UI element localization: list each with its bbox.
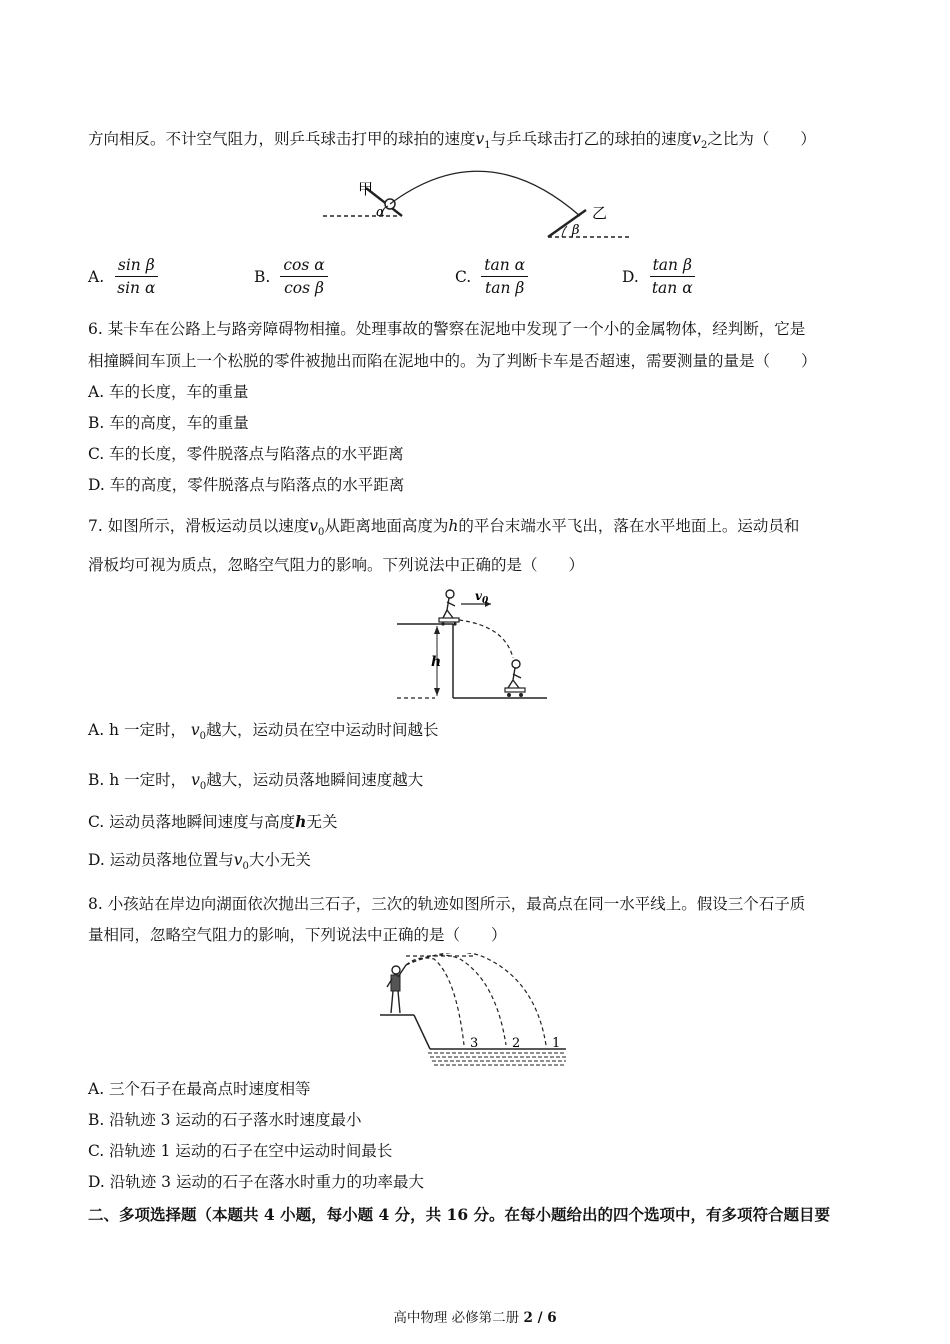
q7-option-d-text-a: D. 运动员落地位置与 <box>88 851 234 869</box>
q5-option-c-letter: C. <box>455 267 472 286</box>
q6-option-d[interactable]: D. 车的高度，零件脱落点与陷落点的水平距离 <box>88 476 405 494</box>
q5-option-b[interactable] <box>254 254 328 299</box>
q7-option-a-text-b: 越大，运动员在空中运动时间越长 <box>206 721 439 739</box>
q5-option-c-den: tan β <box>484 279 525 297</box>
q5-option-d-num: tan β <box>650 254 695 277</box>
q5-option-b-den: cos β <box>284 279 324 297</box>
footer-text: 高中物理 必修第二册 <box>393 1310 524 1326</box>
q5-option-a-num: sin β <box>115 254 158 277</box>
q5-label-alpha: α <box>376 205 385 220</box>
q7-option-b[interactable] <box>88 769 423 798</box>
q7-option-c[interactable] <box>88 811 337 833</box>
q7-option-d-text-b: 大小无关 <box>248 851 311 869</box>
q7-stem-line2: 滑板均可视为质点，忽略空气阻力的影响。下列说法中正确的是（ ） <box>88 556 585 574</box>
q5-v1-sub: 1 <box>484 140 491 152</box>
q7-option-d-v0-sub: 0 <box>242 861 249 873</box>
q5-option-c[interactable] <box>455 254 528 299</box>
q7-h: h <box>448 517 459 535</box>
q7-option-a-v0-sub: 0 <box>199 731 207 743</box>
q5-option-b-num: cos α <box>280 254 327 277</box>
q6-option-c[interactable]: C. 车的长度，零件脱落点与陷落点的水平距离 <box>88 445 404 463</box>
q8-figure <box>378 953 572 1069</box>
q8-stem-line1: 8. 小孩站在岸边向湖面依次抛出三石子，三次的轨迹如图所示，最高点在同一水平线上。假设三个石子质 <box>88 895 806 913</box>
q5-stem-text-c: 之比为（ ） <box>707 130 816 148</box>
q6-option-a[interactable]: A. 车的长度，车的重量 <box>88 383 249 401</box>
q7-option-c-text-b: 无关 <box>306 813 338 831</box>
q7-option-c-h: h <box>295 812 307 831</box>
q7-option-b-text-a: B. h 一定时， <box>88 771 187 789</box>
q7-fig-v0-v: v <box>475 589 482 603</box>
q5-v1: v <box>475 130 485 148</box>
q7-option-b-v0-sub: 0 <box>199 781 207 793</box>
q7-option-c-text-a: C. 运动员落地瞬间速度与高度 <box>88 813 296 831</box>
q5-label-beta: β <box>572 223 580 238</box>
q7-v0-sub: 0 <box>317 527 325 539</box>
q7-stem-line1 <box>88 515 799 544</box>
q6-stem-line2: 相撞瞬间车顶上一个松脱的零件被抛出而陷在泥地中的。为了判断卡车是否超速，需要测量的量是（ ） <box>88 352 817 370</box>
q5-option-d-letter: D. <box>622 267 639 286</box>
q8-option-a[interactable]: A. 三个石子在最高点时速度相等 <box>88 1080 311 1098</box>
page-footer <box>0 1306 950 1326</box>
q8-stem-line2: 量相同，忽略空气阻力的影响，下列说法中正确的是（ ） <box>88 926 507 944</box>
q5-option-b-letter: B. <box>254 267 271 286</box>
q5-option-a-letter: A. <box>88 267 105 286</box>
q5-option-c-fraction <box>481 254 528 299</box>
q8-trajectory-label-1: 1 <box>552 1036 561 1051</box>
q5-option-d-fraction <box>649 254 696 299</box>
q7-option-a-text-a: A. h 一定时， <box>88 721 186 739</box>
q8-trajectory-label-3: 3 <box>470 1036 479 1051</box>
q5-stem-text-b: 与乒乓球击打乙的球拍的速度 <box>490 130 693 148</box>
q5-figure <box>320 168 640 244</box>
q7-option-b-v0: v <box>191 771 200 789</box>
section2-heading: 二、多项选择题（本题共 4 小题，每小题 4 分，共 16 分。在每小题给出的四个选项中，有多项符合题目要 <box>88 1205 831 1224</box>
q5-option-d-den: tan α <box>651 279 693 297</box>
q5-label-jia: 甲 <box>358 180 374 198</box>
q5-option-a[interactable] <box>88 254 158 299</box>
q8-option-c[interactable]: C. 沿轨迹 1 运动的石子在空中运动时间最长 <box>88 1142 393 1160</box>
q7-figure <box>395 586 555 704</box>
q5-v2: v <box>692 130 701 148</box>
q8-trajectory-label-2: 2 <box>512 1036 521 1051</box>
q7-option-d-v0: v <box>233 851 243 869</box>
q5-stem <box>88 128 816 157</box>
q5-option-a-den: sin α <box>117 279 156 297</box>
q5-v2-sub: 2 <box>700 140 708 152</box>
q7-stem-text-a: 7. 如图所示，滑板运动员以速度 <box>88 517 310 535</box>
q5-option-a-fraction <box>114 254 158 299</box>
q7-option-b-text-b: 越大，运动员落地瞬间速度越大 <box>206 771 424 789</box>
q7-stem-text-c: 的平台末端水平飞出，落在水平地面上。运动员和 <box>458 517 800 535</box>
q5-option-c-num: tan α <box>481 254 528 277</box>
q5-stem-text-a: 方向相反。不计空气阻力，则乒乓球击打甲的球拍的速度 <box>88 130 476 148</box>
q7-fig-v0-sub: 0 <box>481 596 489 606</box>
q7-option-a-v0: v <box>190 721 200 739</box>
q8-option-d[interactable]: D. 沿轨迹 3 运动的石子在落水时重力的功率最大 <box>88 1173 424 1191</box>
q6-option-b[interactable]: B. 车的高度，车的重量 <box>88 414 249 432</box>
q6-stem-line1: 6. 某卡车在公路上与路旁障碍物相撞。处理事故的警察在泥地中发现了一个小的金属物体，经判断，它是 <box>88 320 806 338</box>
q8-option-b[interactable]: B. 沿轨迹 3 运动的石子落水时速度最小 <box>88 1111 362 1129</box>
q5-option-d[interactable] <box>622 254 696 299</box>
q7-fig-h-label: h <box>431 654 442 670</box>
q7-option-d[interactable] <box>88 849 311 878</box>
q5-option-b-fraction <box>280 254 327 299</box>
page-number: 2 / 6 <box>523 1310 557 1326</box>
q5-label-yi: 乙 <box>592 204 608 222</box>
q7-stem-text-b: 从距离地面高度为 <box>324 517 449 535</box>
q7-v0: v <box>309 517 318 535</box>
q7-option-a[interactable] <box>88 719 439 748</box>
